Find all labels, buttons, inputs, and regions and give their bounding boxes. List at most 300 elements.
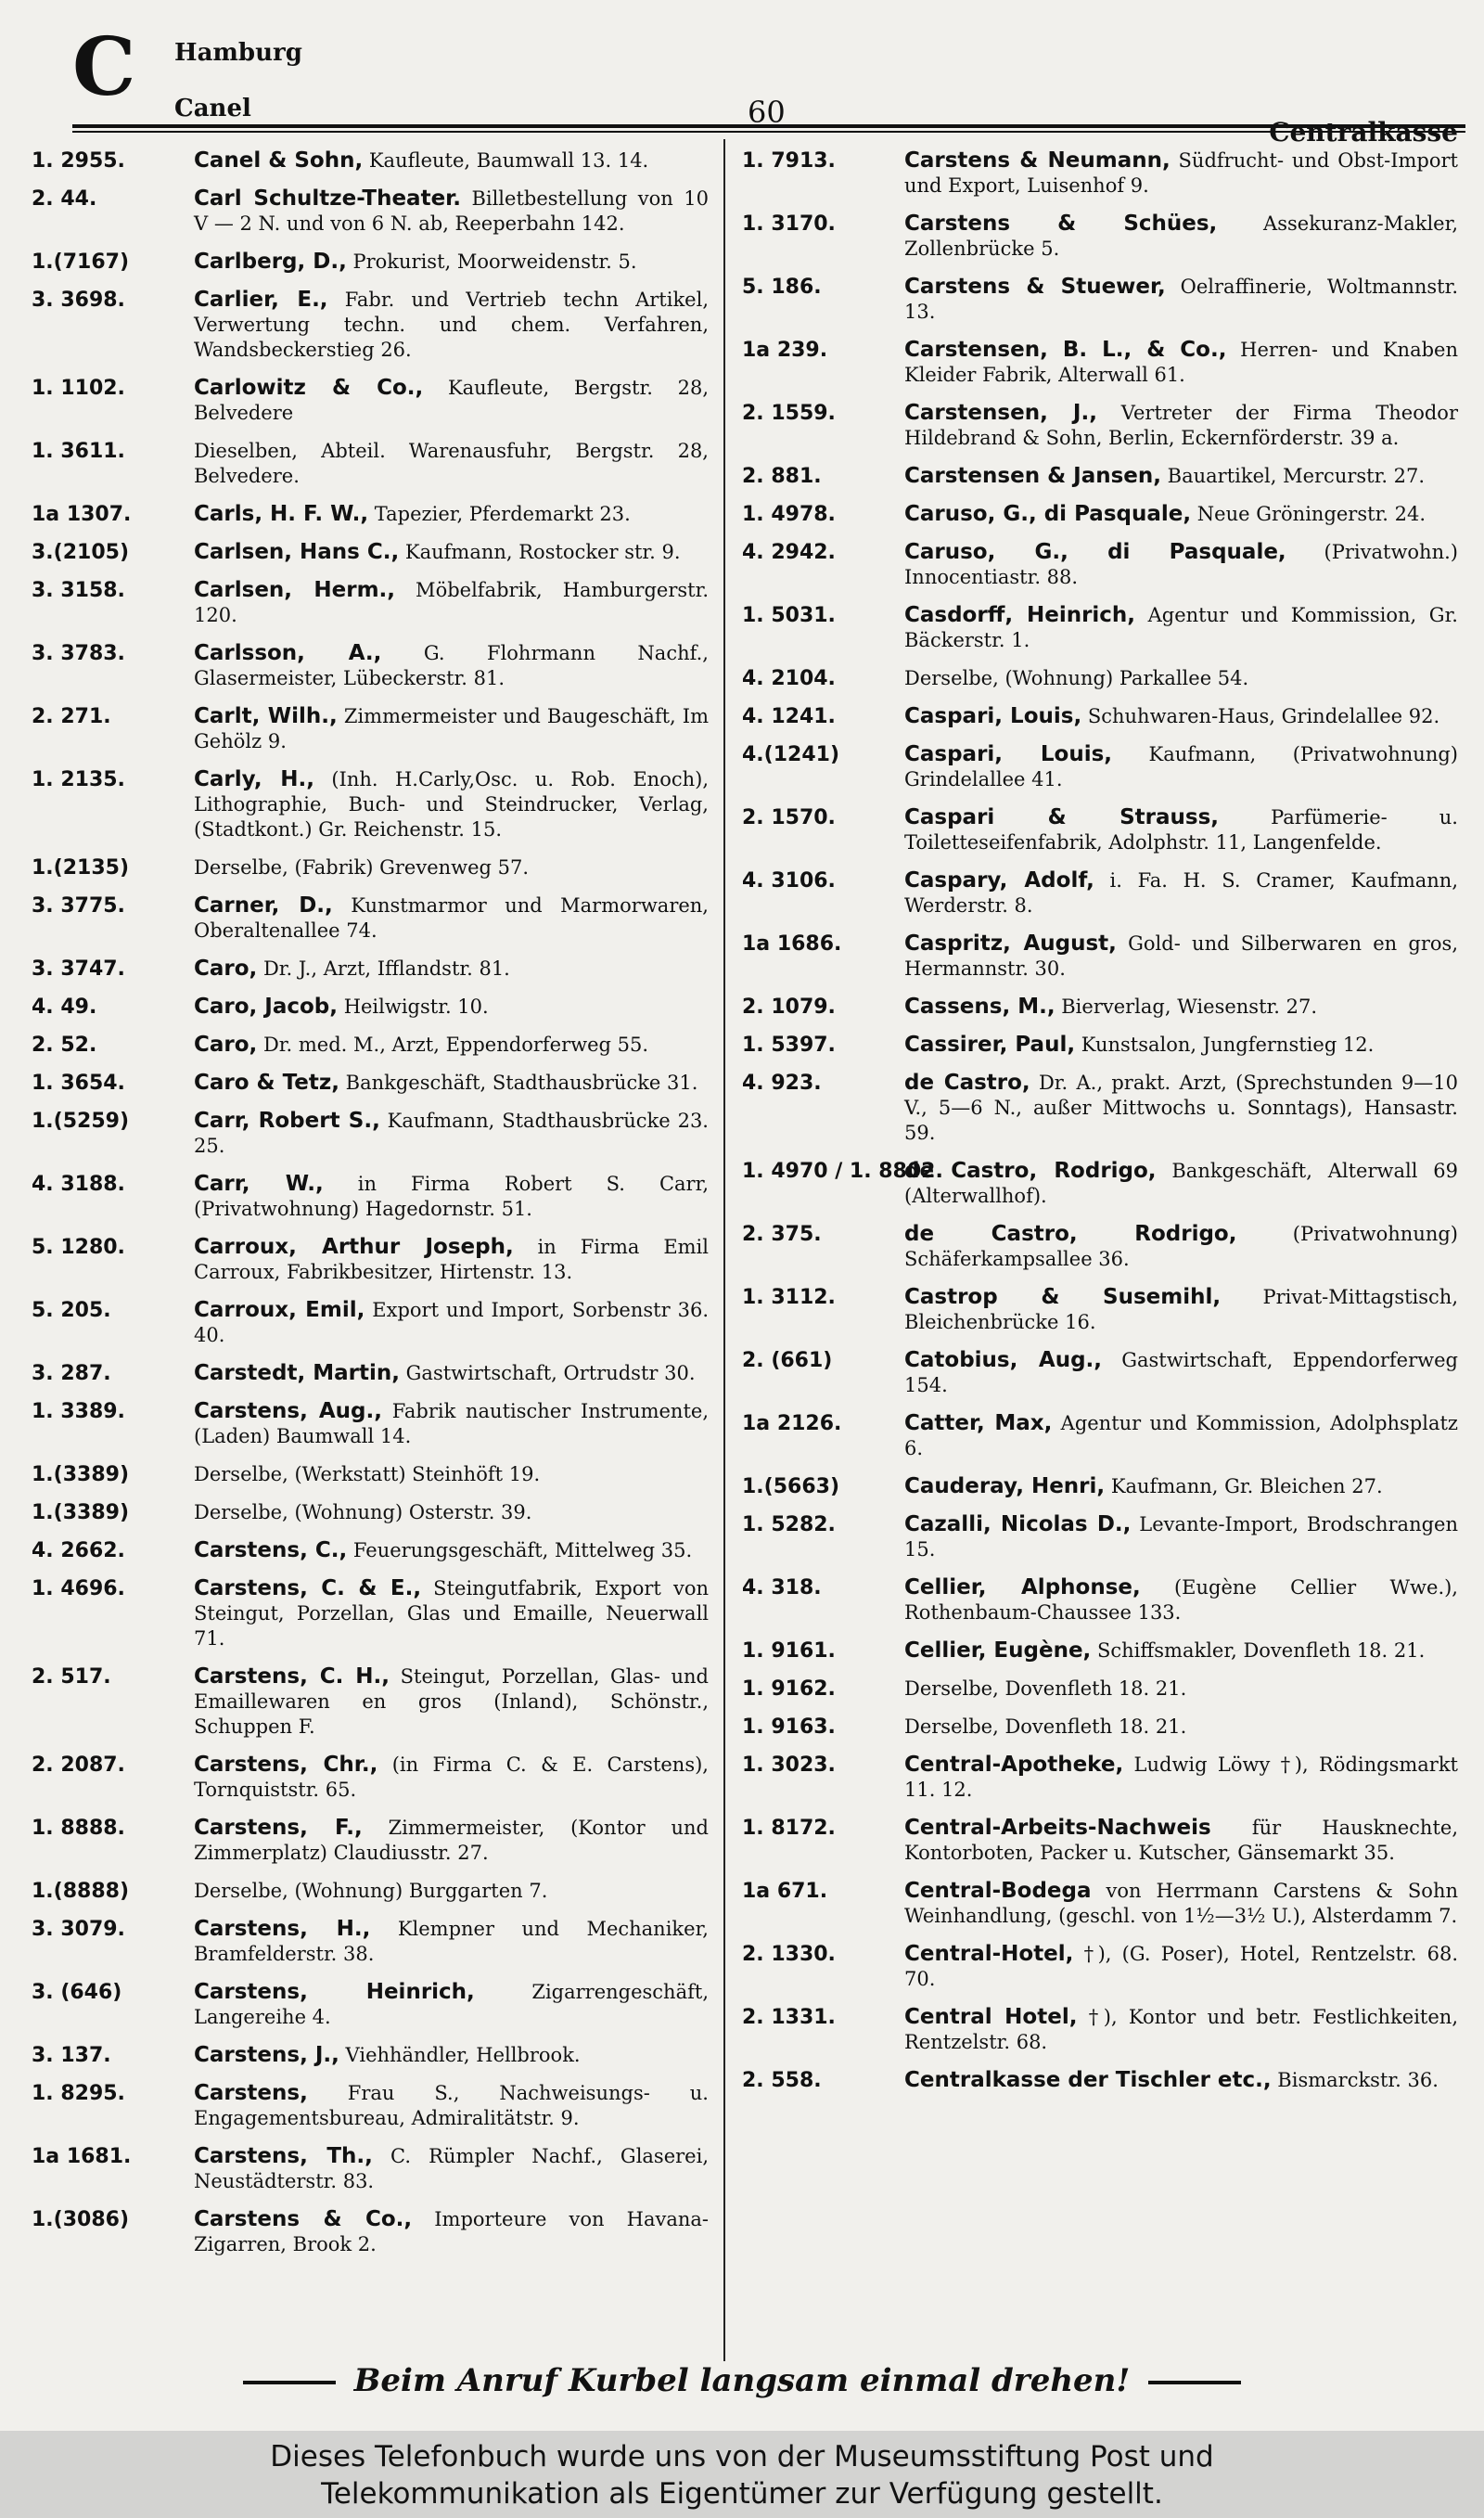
directory-entry: [32, 1399, 709, 1449]
entry-details: Derselbe, (Fabrik) Grevenweg 57.: [194, 856, 530, 879]
phone-number: 3. (646): [32, 1981, 122, 2004]
entry-details: Schuhwaren-Haus, Grindelallee 92.: [1081, 705, 1440, 727]
entry-details: Zigarrengeschäft, Langereihe 4.: [194, 1981, 709, 2028]
entry-name: Carstensen, B. L., & Co.,: [904, 338, 1227, 362]
entry-name: Cassens, M.,: [904, 995, 1055, 1019]
range-start: Canel: [174, 95, 251, 122]
entry-name: Carlberg, D.,: [194, 250, 347, 274]
entry-details: Zimmermeister und Baugeschäft, Im Gehölz 9.: [194, 705, 710, 752]
directory-entry: [742, 805, 1458, 855]
entry-details: Derselbe, Dovenfleth 18. 21.: [904, 1677, 1187, 1700]
phone-number: 1a 1307.: [32, 503, 132, 526]
directory-entry: [32, 540, 709, 565]
entry-details: Bismarckstr. 36.: [1271, 2069, 1439, 2091]
phone-number: 4. 3106.: [742, 869, 836, 893]
entry-name: Carstens & Stuewer,: [904, 275, 1166, 299]
directory-entry: [742, 148, 1458, 199]
entry-name: Carlowitz & Co.,: [194, 376, 424, 400]
directory-entry: [32, 1033, 709, 1058]
directory-entry: [32, 893, 709, 944]
phone-number: 2. 1079.: [742, 996, 836, 1019]
entry-name: Carlsen, Herm.,: [194, 578, 396, 602]
phone-number: 5. 205.: [32, 1299, 111, 1322]
phone-number: 3. 3698.: [32, 289, 125, 312]
directory-entry: [32, 2043, 709, 2068]
entry-name: Cellier, Alphonse,: [904, 1575, 1141, 1599]
directory-entry: [742, 1942, 1458, 1992]
phone-number: 2. 1559.: [742, 402, 836, 425]
entry-details: Möbelfabrik, Hamburgerstr. 120.: [194, 579, 709, 626]
entry-name: Carstens, F.,: [194, 1816, 363, 1840]
entry-name: Caruso, G., di Pasquale,: [904, 540, 1286, 564]
entry-details: Kaufmann, Gr. Bleichen 27.: [1105, 1475, 1383, 1497]
phone-number: 1. 3389.: [32, 1400, 125, 1423]
entry-details: Agentur und Kommission, Adolphsplatz 6.: [904, 1412, 1458, 1459]
header-rule-thin: [72, 131, 1465, 133]
entry-details: Kaufmann, (Privatwohnung) Grindelallee 41.: [904, 743, 1458, 790]
entry-name: de Castro, Rodrigo,: [904, 1159, 1157, 1183]
entry-details: Kaufmann, Rostocker str. 9.: [399, 541, 681, 563]
directory-entry: [32, 1172, 709, 1222]
phone-number: 2. 1570.: [742, 806, 836, 829]
directory-entry: [742, 1348, 1458, 1398]
phone-number: 3. 137.: [32, 2044, 111, 2067]
entry-name: Carlier, E.,: [194, 288, 328, 312]
directory-entry: [742, 868, 1458, 919]
directory-entry: [32, 2144, 709, 2194]
entry-name: Casdorff, Heinrich,: [904, 603, 1136, 627]
phone-number: 1. 3112.: [742, 1286, 836, 1309]
directory-entry: [742, 1222, 1458, 1272]
phone-number: 2. 517.: [32, 1665, 111, 1689]
phone-number: 1a 239.: [742, 339, 828, 362]
slogan-dash-left: [243, 2381, 336, 2384]
phone-number: 2. 44.: [32, 187, 97, 211]
phone-number: 1.(3389): [32, 1501, 130, 1524]
phone-number: 1. 4978.: [742, 503, 836, 526]
entry-name: Carstens, C. & E.,: [194, 1576, 422, 1600]
directory-entry: [32, 1753, 709, 1803]
entry-name: Caspari & Strauss,: [904, 805, 1220, 829]
phone-number: 1. 3611.: [32, 440, 125, 463]
phone-number: 1.(2135): [32, 856, 130, 880]
phone-number: 1.(8888): [32, 1880, 130, 1903]
entry-details: Heilwigstr. 10.: [338, 996, 489, 1018]
entry-details: C. Rümpler Nachf., Glaserei, Neustädterstr. 83.: [194, 2145, 709, 2192]
entry-name: Carstedt, Martin,: [194, 1361, 400, 1385]
entry-name: Caspari, Louis,: [904, 742, 1113, 766]
directory-entry: [742, 666, 1458, 691]
directory-entry: [32, 1298, 709, 1348]
directory-entry: [742, 401, 1458, 451]
entry-details: Schiffsmakler, Dovenfleth 18. 21.: [1091, 1639, 1426, 1662]
directory-entry: [32, 767, 709, 842]
phone-number: 1. 5282.: [742, 1513, 836, 1536]
entry-details: Assekuranz-Makler, Zollenbrücke 5.: [904, 212, 1458, 260]
phone-number: 4. 2662.: [32, 1539, 125, 1562]
entry-details: Derselbe, Dovenfleth 18. 21.: [904, 1715, 1187, 1738]
phone-number: 1a 2126.: [742, 1412, 842, 1435]
entry-details: Klempner und Mechaniker, Bramfelderstr. 38.: [194, 1918, 709, 1965]
phone-number: 1. 3170.: [742, 212, 836, 236]
entry-name: Carstens, Th.,: [194, 2144, 373, 2168]
phone-number: 1.(3086): [32, 2208, 130, 2231]
ownership-notice: [0, 2431, 1484, 2518]
directory-entry: [742, 2005, 1458, 2055]
directory-entry: [32, 1917, 709, 1967]
entry-details: Kaufmann, Stadthausbrücke 23. 25.: [194, 1110, 709, 1157]
phone-number: 1a 1681.: [32, 2145, 132, 2168]
phone-number: 1. 5031.: [742, 604, 836, 627]
entry-name: Central-Apotheke,: [904, 1753, 1124, 1777]
entry-details: (Inh. H.Carly,Osc. u. Rob. Enoch), Lithographie, Buch- und Steindrucker, Verlag, (Stadtkont.) Gr. Reichenstr. 15.: [194, 768, 709, 841]
phone-number: 4. 3188.: [32, 1173, 125, 1196]
directory-entry: [742, 1575, 1458, 1625]
entry-details: (Privatwohn.) Innocentiastr. 88.: [904, 541, 1458, 588]
entry-details: Privat-Mittagstisch, Bleichenbrücke 16.: [904, 1286, 1458, 1333]
entry-name: Carr, W.,: [194, 1172, 324, 1196]
entry-name: Carner, D.,: [194, 893, 333, 918]
phone-number: 1. 3654.: [32, 1072, 125, 1095]
entry-name: Carroux, Arthur Joseph,: [194, 1235, 514, 1259]
directory-entry: [742, 995, 1458, 1020]
phone-number: 1. 8172.: [742, 1817, 836, 1840]
phone-number: 1.(3389): [32, 1463, 130, 1486]
directory-entry: [742, 338, 1458, 388]
phone-number: 1. 1102.: [32, 377, 125, 400]
phone-number: 1. 2955.: [32, 149, 125, 173]
entry-details: Oelraffinerie, Woltmannstr. 13.: [904, 276, 1458, 323]
entry-name: Carlsen, Hans C.,: [194, 540, 400, 564]
entry-name: Carstens & Schües,: [904, 212, 1218, 236]
phone-number: 4. 2942.: [742, 541, 836, 564]
directory-entry: [32, 578, 709, 628]
entry-name: Caro,: [194, 1033, 258, 1057]
entry-details: Billetbestellung von 10 V — 2 N. und von 6 N. ab, Reeperbahn 142.: [194, 187, 710, 235]
entry-name: Caro, Jacob,: [194, 995, 339, 1019]
entry-name: Canel & Sohn,: [194, 148, 364, 173]
directory-entry: [742, 1071, 1458, 1146]
entry-name: Carstens, H.,: [194, 1917, 371, 1941]
phone-number: 2. (661): [742, 1349, 833, 1372]
entry-details: Importeure von Havana-Zigarren, Brook 2.: [194, 2208, 710, 2255]
entry-details: Steingutfabrik, Export von Steingut, Porzellan, Glas und Emaille, Neuerwall 71.: [194, 1577, 709, 1650]
phone-number: 3. 3079.: [32, 1918, 125, 1941]
entry-details: Bankgeschäft, Stadthausbrücke 31.: [339, 1072, 698, 1094]
entry-details: Prokurist, Moorweidenstr. 5.: [346, 251, 637, 273]
entry-details: i. Fa. H. S. Cramer, Kaufmann, Werderstr. 8.: [904, 869, 1459, 917]
entry-details: in Firma Robert S. Carr, (Privatwohnung) Hagedornstr. 51.: [194, 1173, 709, 1220]
entry-name: Carstens, Heinrich,: [194, 1980, 475, 2004]
entry-name: Carlsson, A.,: [194, 641, 382, 665]
phone-number: 1.(5259): [32, 1110, 130, 1133]
phone-number: 1. 3023.: [742, 1754, 836, 1777]
directory-entry: [742, 1715, 1458, 1740]
entry-name: Caspary, Adolf,: [904, 868, 1094, 893]
entry-details: Steingut, Porzellan, Glas- und Emaillewaren en gros (Inland), Schönstr., Schuppen F.: [194, 1665, 710, 1738]
entry-details: G. Flohrmann Nachf., Glasermeister, Lübeckerstr. 81.: [194, 642, 709, 689]
phone-number: 1. 4696.: [32, 1577, 125, 1600]
directory-entry: [742, 275, 1458, 325]
entry-details: Dr. J., Arzt, Ifflandstr. 81.: [257, 957, 510, 980]
phone-number: 2. 1331.: [742, 2006, 836, 2029]
directory-entry: [32, 641, 709, 691]
directory-entry: [32, 957, 709, 982]
entry-details: Vertreter der Firma Theodor Hildebrand & Sohn, Berlin, Eckernförderstr. 39 a.: [904, 402, 1458, 449]
entry-name: Carr, Robert S.,: [194, 1109, 380, 1133]
entry-details: Derselbe, (Werkstatt) Steinhöft 19.: [194, 1463, 541, 1485]
phone-number: 3. 3775.: [32, 894, 125, 918]
slogan-dash-right: [1148, 2381, 1241, 2384]
entry-details: Tapezier, Pferdemarkt 23.: [368, 503, 631, 525]
phone-number: 3. 3747.: [32, 957, 125, 981]
entry-details: Südfrucht- und Obst-Import und Export, Luisenhof 9.: [904, 149, 1458, 197]
entry-name: Cauderay, Henri,: [904, 1474, 1106, 1498]
entry-name: Caro & Tetz,: [194, 1071, 339, 1095]
entry-details: von Herrmann Carstens & Sohn Weinhandlung, (geschl. von 1½—3½ U.), Alsterdamm 7.: [904, 1880, 1458, 1927]
entry-details: Fabrik nautischer Instrumente, (Laden) Baumwall 14.: [194, 1400, 709, 1447]
phone-number: 2. 1330.: [742, 1943, 836, 1966]
entry-name: Caro,: [194, 957, 258, 981]
directory-entry: [32, 1235, 709, 1285]
notice-line-2: Telekommunikation als Eigentümer zur Verfügung gestellt.: [321, 2477, 1163, 2511]
page-number: 60: [748, 95, 786, 130]
phone-number: 2. 271.: [32, 705, 111, 728]
phone-number: 1.(5663): [742, 1475, 840, 1498]
directory-entry: [742, 502, 1458, 527]
directory-entry: [742, 1677, 1458, 1702]
directory-entry: [32, 704, 709, 754]
notice-line-1: Dieses Telefonbuch wurde uns von der Museumsstiftung Post und: [270, 2440, 1214, 2473]
phone-number: 1. 2135.: [32, 768, 125, 791]
directory-entry: [32, 186, 709, 237]
directory-entry: [742, 1159, 1458, 1209]
entry-details: in Firma Emil Carroux, Fabrikbesitzer, Hirtenstr. 13.: [194, 1236, 709, 1283]
entry-name: Carstensen, J.,: [904, 401, 1097, 425]
entry-name: Central-Arbeits-Nachweis: [904, 1816, 1211, 1840]
directory-entry: [742, 603, 1458, 653]
phone-number: 1a 1686.: [742, 932, 842, 956]
right-column: [742, 148, 1458, 2106]
directory-entry: [32, 1980, 709, 2030]
entry-name: Carstens, C.,: [194, 1538, 348, 1562]
phone-number: 3. 287.: [32, 1362, 111, 1385]
directory-entry: [32, 2207, 709, 2257]
directory-entry: [32, 502, 709, 527]
entry-name: Catter, Max,: [904, 1411, 1053, 1435]
entry-name: Carl Schultze-Theater.: [194, 186, 461, 211]
range-end: Centralkasse: [1269, 117, 1458, 148]
directory-entry: [742, 1879, 1458, 1929]
entry-name: de Castro, Rodrigo,: [904, 1222, 1237, 1246]
phone-number: 3.(2105): [32, 541, 130, 564]
entry-details: Export und Import, Sorbenstr 36. 40.: [194, 1299, 709, 1346]
directory-entry: [32, 439, 709, 489]
phone-number: 3. 3158.: [32, 579, 125, 602]
entry-name: Carls, H. F. W.,: [194, 502, 369, 526]
directory-entry: [742, 931, 1458, 982]
directory-entry: [32, 1576, 709, 1651]
phone-number: 1. 7913.: [742, 149, 836, 173]
entry-details: Kaufleute, Bergstr. 28, Belvedere: [194, 377, 709, 424]
entry-details: Dr. A., prakt. Arzt, (Sprechstunden 9—10 V., 5—6 N., außer Mittwochs u. Sonntags), Hansastr. 59.: [904, 1072, 1458, 1144]
directory-entry: [32, 1462, 709, 1487]
directory-entry: [742, 1816, 1458, 1866]
entry-details: Frau S., Nachweisungs- u. Engagementsbureau, Admiralitätstr. 9.: [194, 2082, 709, 2129]
entry-name: Catobius, Aug.,: [904, 1348, 1103, 1372]
entry-details: Gastwirtschaft, Eppendorferweg 154.: [904, 1349, 1458, 1396]
phone-number: 2. 2087.: [32, 1754, 125, 1777]
directory-entry: [32, 376, 709, 426]
directory-entry: [32, 250, 709, 275]
entry-name: Central-Hotel,: [904, 1942, 1074, 1966]
directory-entry: [32, 1071, 709, 1096]
directory-entry: [32, 995, 709, 1020]
directory-entry: [32, 1816, 709, 1866]
entry-details: Gold- und Silberwaren en gros, Hermannstr. 30.: [904, 932, 1458, 980]
directory-entry: [742, 464, 1458, 489]
entry-name: Carlt, Wilh.,: [194, 704, 338, 728]
directory-entry: [742, 1411, 1458, 1461]
entry-details: Derselbe, (Wohnung) Parkallee 54.: [904, 667, 1249, 689]
phone-number: 5. 1280.: [32, 1236, 125, 1259]
phone-number: 1. 8295.: [32, 2082, 125, 2105]
phone-number: 4. 2104.: [742, 667, 836, 690]
directory-entry: [32, 1664, 709, 1740]
entry-details: Kunstsalon, Jungfernstieg 12.: [1075, 1034, 1375, 1056]
phone-number: 3. 3783.: [32, 642, 125, 665]
directory-entry: [32, 288, 709, 363]
entry-details: Derselbe, (Wohnung) Burggarten 7.: [194, 1880, 548, 1902]
phone-number: 1.(7167): [32, 251, 130, 274]
entry-name: Central-Bodega: [904, 1879, 1092, 1903]
directory-entry: [742, 704, 1458, 729]
directory-entry: [32, 1109, 709, 1159]
phone-number: 4. 923.: [742, 1072, 822, 1095]
directory-entry: [742, 1753, 1458, 1803]
entry-name: Castrop & Susemihl,: [904, 1285, 1222, 1309]
header-rule: [72, 124, 1465, 128]
entry-details: Derselbe, (Wohnung) Osterstr. 39.: [194, 1501, 532, 1523]
phone-number: 1a 671.: [742, 1880, 828, 1903]
entry-name: Carroux, Emil,: [194, 1298, 365, 1322]
phone-number: 4.(1241): [742, 743, 840, 766]
entry-details: Parfümerie- u. Toiletteseifenfabrik, Adolphstr. 11, Langenfelde.: [904, 806, 1458, 854]
entry-details: Bankgeschäft, Alterwall 69 (Alterwallhof).: [904, 1160, 1458, 1207]
phone-number: 2. 375.: [742, 1223, 822, 1246]
entry-name: Carstens, Chr.,: [194, 1753, 378, 1777]
entry-name: Central Hotel,: [904, 2005, 1078, 2029]
directory-entry: [742, 540, 1458, 590]
footer-slogan: [0, 2362, 1484, 2399]
phone-number: 1. 9161.: [742, 1639, 836, 1663]
directory-entry: [32, 2081, 709, 2131]
entry-name: Carstens, Aug.,: [194, 1399, 382, 1423]
entry-details: (Privatwohnung) Schäferkampsallee 36.: [904, 1223, 1459, 1270]
entry-details: Dr. med. M., Arzt, Eppendorferweg 55.: [257, 1034, 649, 1056]
slogan-text: Beim Anruf Kurbel langsam einmal drehen!: [353, 2362, 1131, 2399]
entry-details: Neue Gröningerstr. 24.: [1191, 503, 1426, 525]
entry-details: Viehhändler, Hellbrook.: [339, 2044, 581, 2066]
city-name: Hamburg: [174, 39, 302, 67]
column-divider: [723, 139, 725, 2361]
directory-entry: [32, 855, 709, 880]
entry-details: Gastwirtschaft, Ortrudstr 30.: [399, 1362, 696, 1384]
directory-entry: [32, 1361, 709, 1386]
phone-number: 1. 9162.: [742, 1677, 836, 1701]
entry-details: für Hausknechte, Kontorboten, Packer u. Kutscher, Gänsemarkt 35.: [904, 1817, 1458, 1864]
entry-name: Cazalli, Nicolas D.,: [904, 1512, 1132, 1536]
entry-details: Herren- und Knaben Kleider Fabrik, Alterwall 61.: [904, 339, 1458, 386]
entry-details: Levante-Import, Brodschrangen 15.: [904, 1513, 1458, 1561]
entry-name: Carstensen & Jansen,: [904, 464, 1161, 488]
entry-details: Agentur und Kommission, Gr. Bäckerstr. 1.: [904, 604, 1458, 651]
entry-details: Dieselben, Abteil. Warenausfuhr, Bergstr. 28, Belvedere.: [194, 440, 709, 487]
phone-number: 2. 558.: [742, 2069, 822, 2092]
directory-entry: [32, 1538, 709, 1563]
section-letter: C: [72, 20, 136, 114]
entry-name: Cassirer, Paul,: [904, 1033, 1076, 1057]
left-column: [32, 148, 709, 2270]
directory-entry: [742, 1285, 1458, 1335]
directory-entry: [32, 148, 709, 173]
directory-entry: [742, 742, 1458, 792]
entry-details: Ludwig Löwy †), Rödingsmarkt 11. 12.: [904, 1754, 1458, 1801]
entry-details: Bauartikel, Mercurstr. 27.: [1161, 465, 1426, 487]
entry-details: Bierverlag, Wiesenstr. 27.: [1055, 996, 1317, 1018]
entry-name: Carstens, J.,: [194, 2043, 339, 2067]
directory-entry: [742, 2068, 1458, 2093]
phone-number: 4. 318.: [742, 1576, 822, 1599]
directory-entry: [742, 1512, 1458, 1562]
entry-details: Kaufleute, Baumwall 13. 14.: [363, 149, 649, 172]
phone-number: 4. 49.: [32, 996, 97, 1019]
entry-name: Carstens & Co.,: [194, 2207, 413, 2231]
phone-number: 5. 186.: [742, 276, 822, 299]
entry-details: Zimmermeister, (Kontor und Zimmerplatz) Claudiusstr. 27.: [194, 1817, 709, 1864]
phone-number: 1. 9163.: [742, 1715, 836, 1739]
directory-entry: [32, 1500, 709, 1525]
entry-name: Carstens & Neumann,: [904, 148, 1171, 173]
phone-number: 1. 4970 / 1. 8802.: [742, 1160, 943, 1183]
directory-entry: [742, 1474, 1458, 1499]
phone-number: 1. 5397.: [742, 1034, 836, 1057]
entry-name: de Castro,: [904, 1071, 1030, 1095]
directory-entry: [32, 1879, 709, 1904]
entry-details: Fabr. und Vertrieb techn Artikel, Verwertung techn. und chem. Verfahren, Wandsbeckerstieg 26.: [194, 289, 709, 361]
phone-number: 2. 52.: [32, 1034, 97, 1057]
entry-name: Centralkasse der Tischler etc.,: [904, 2068, 1272, 2092]
entry-details: (in Firma C. & E. Carstens), Tornquiststr. 65.: [194, 1754, 709, 1801]
entry-details: Feuerungsgeschäft, Mittelweg 35.: [347, 1539, 693, 1561]
entry-name: Caspari, Louis,: [904, 704, 1082, 728]
phone-number: 2. 881.: [742, 465, 822, 488]
directory-entry: [742, 212, 1458, 262]
entry-name: Cellier, Eugène,: [904, 1638, 1092, 1663]
entry-name: Caruso, G., di Pasquale,: [904, 502, 1192, 526]
directory-entry: [742, 1638, 1458, 1664]
entry-name: Carstens,: [194, 2081, 308, 2105]
entry-details: (Eugène Cellier Wwe.), Rothenbaum-Chaussee 133.: [904, 1576, 1458, 1624]
entry-details: †), Kontor und betr. Festlichkeiten, Rentzelstr. 68.: [904, 2006, 1458, 2053]
entry-name: Carly, H.,: [194, 767, 314, 791]
entry-details: Kunstmarmor und Marmorwaren, Oberaltenallee 74.: [194, 894, 709, 942]
directory-entry: [742, 1033, 1458, 1058]
entry-details: †), (G. Poser), Hotel, Rentzelstr. 68. 70.: [904, 1943, 1458, 1990]
entry-name: Carstens, C. H.,: [194, 1664, 390, 1689]
phone-number: 4. 1241.: [742, 705, 836, 728]
entry-name: Caspritz, August,: [904, 931, 1117, 956]
